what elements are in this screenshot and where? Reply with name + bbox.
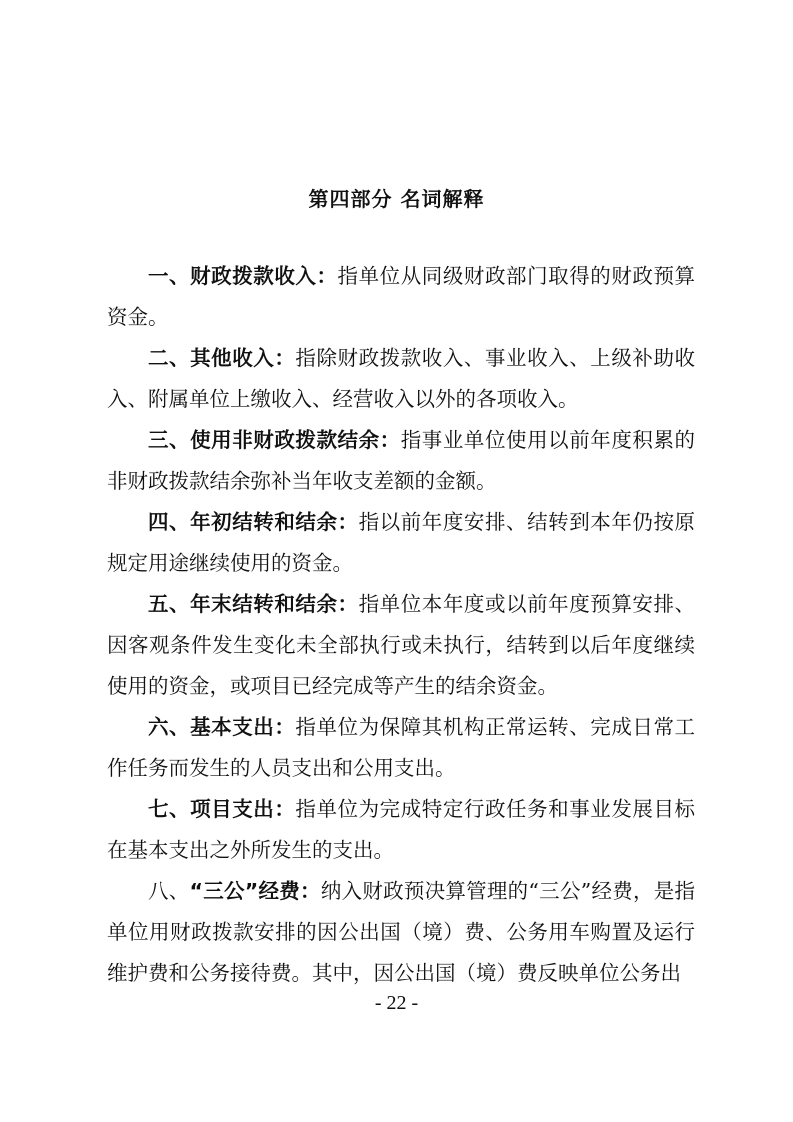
term-definition: 指单位为完成特定行政任务和事业发展目标在基本支出之外所发生的支出。 [107, 797, 696, 862]
term-definition: 指除财政拨款收入、事业收入、上级补助收入、附属单位上缴收入、经营收入以外的各项收入。 [107, 346, 696, 411]
term-label: 五、年末结转和结余： [148, 592, 359, 616]
glossary-paragraph-1 [107, 256, 695, 338]
term-definition: 指单位为保障其机构正常运转、完成日常工作任务而发生的人员支出和公用支出。 [107, 715, 696, 780]
term-definition: 指单位从同级财政部门取得的财政预算资金。 [107, 264, 696, 329]
term-definition: 指单位本年度或以前年度预算安排、因客观条件发生变化未全部执行或未执行，结转到以后年度继续使用的资金，或项目已经完成等产生的结余资金。 [107, 592, 696, 698]
glossary-paragraph-8 [107, 871, 695, 994]
glossary-paragraph-5 [107, 584, 695, 707]
term-definition: 指事业单位使用以前年度积累的非财政拨款结余弥补当年收支差额的金额。 [107, 428, 696, 493]
term-label: 一、财政拨款收入： [148, 264, 338, 288]
section-title: 第四部分 名词解释 [308, 187, 485, 211]
term-label: 七、项目支出： [148, 797, 296, 821]
term-definition: 指以前年度安排、结转到本年仍按原规定用途继续使用的资金。 [107, 510, 696, 575]
term-label: “三公”经费： [189, 879, 321, 903]
glossary-paragraph-2 [107, 338, 695, 420]
term-definition: 纳入财政预决算管理的“三公”经费，是指单位用财政拨款安排的因公出国（境）费、公务用车购置及运行维护费和公务接待费。其中，因公出国（境）费反映单位公务出 [107, 879, 695, 985]
term-label: 三、使用非财政拨款结余： [148, 428, 401, 452]
glossary-paragraph-7 [107, 789, 695, 871]
term-label: 四、年初结转和结余： [148, 510, 359, 534]
term-label: 二、其他收入： [148, 346, 296, 370]
glossary-paragraph-6 [107, 707, 695, 789]
term-prefix: 八、 [148, 879, 190, 903]
glossary-content [107, 256, 695, 994]
glossary-paragraph-4 [107, 502, 695, 584]
term-label: 六、基本支出： [148, 715, 296, 739]
glossary-paragraph-3 [107, 420, 695, 502]
page-number: - 22 - [374, 992, 419, 1014]
